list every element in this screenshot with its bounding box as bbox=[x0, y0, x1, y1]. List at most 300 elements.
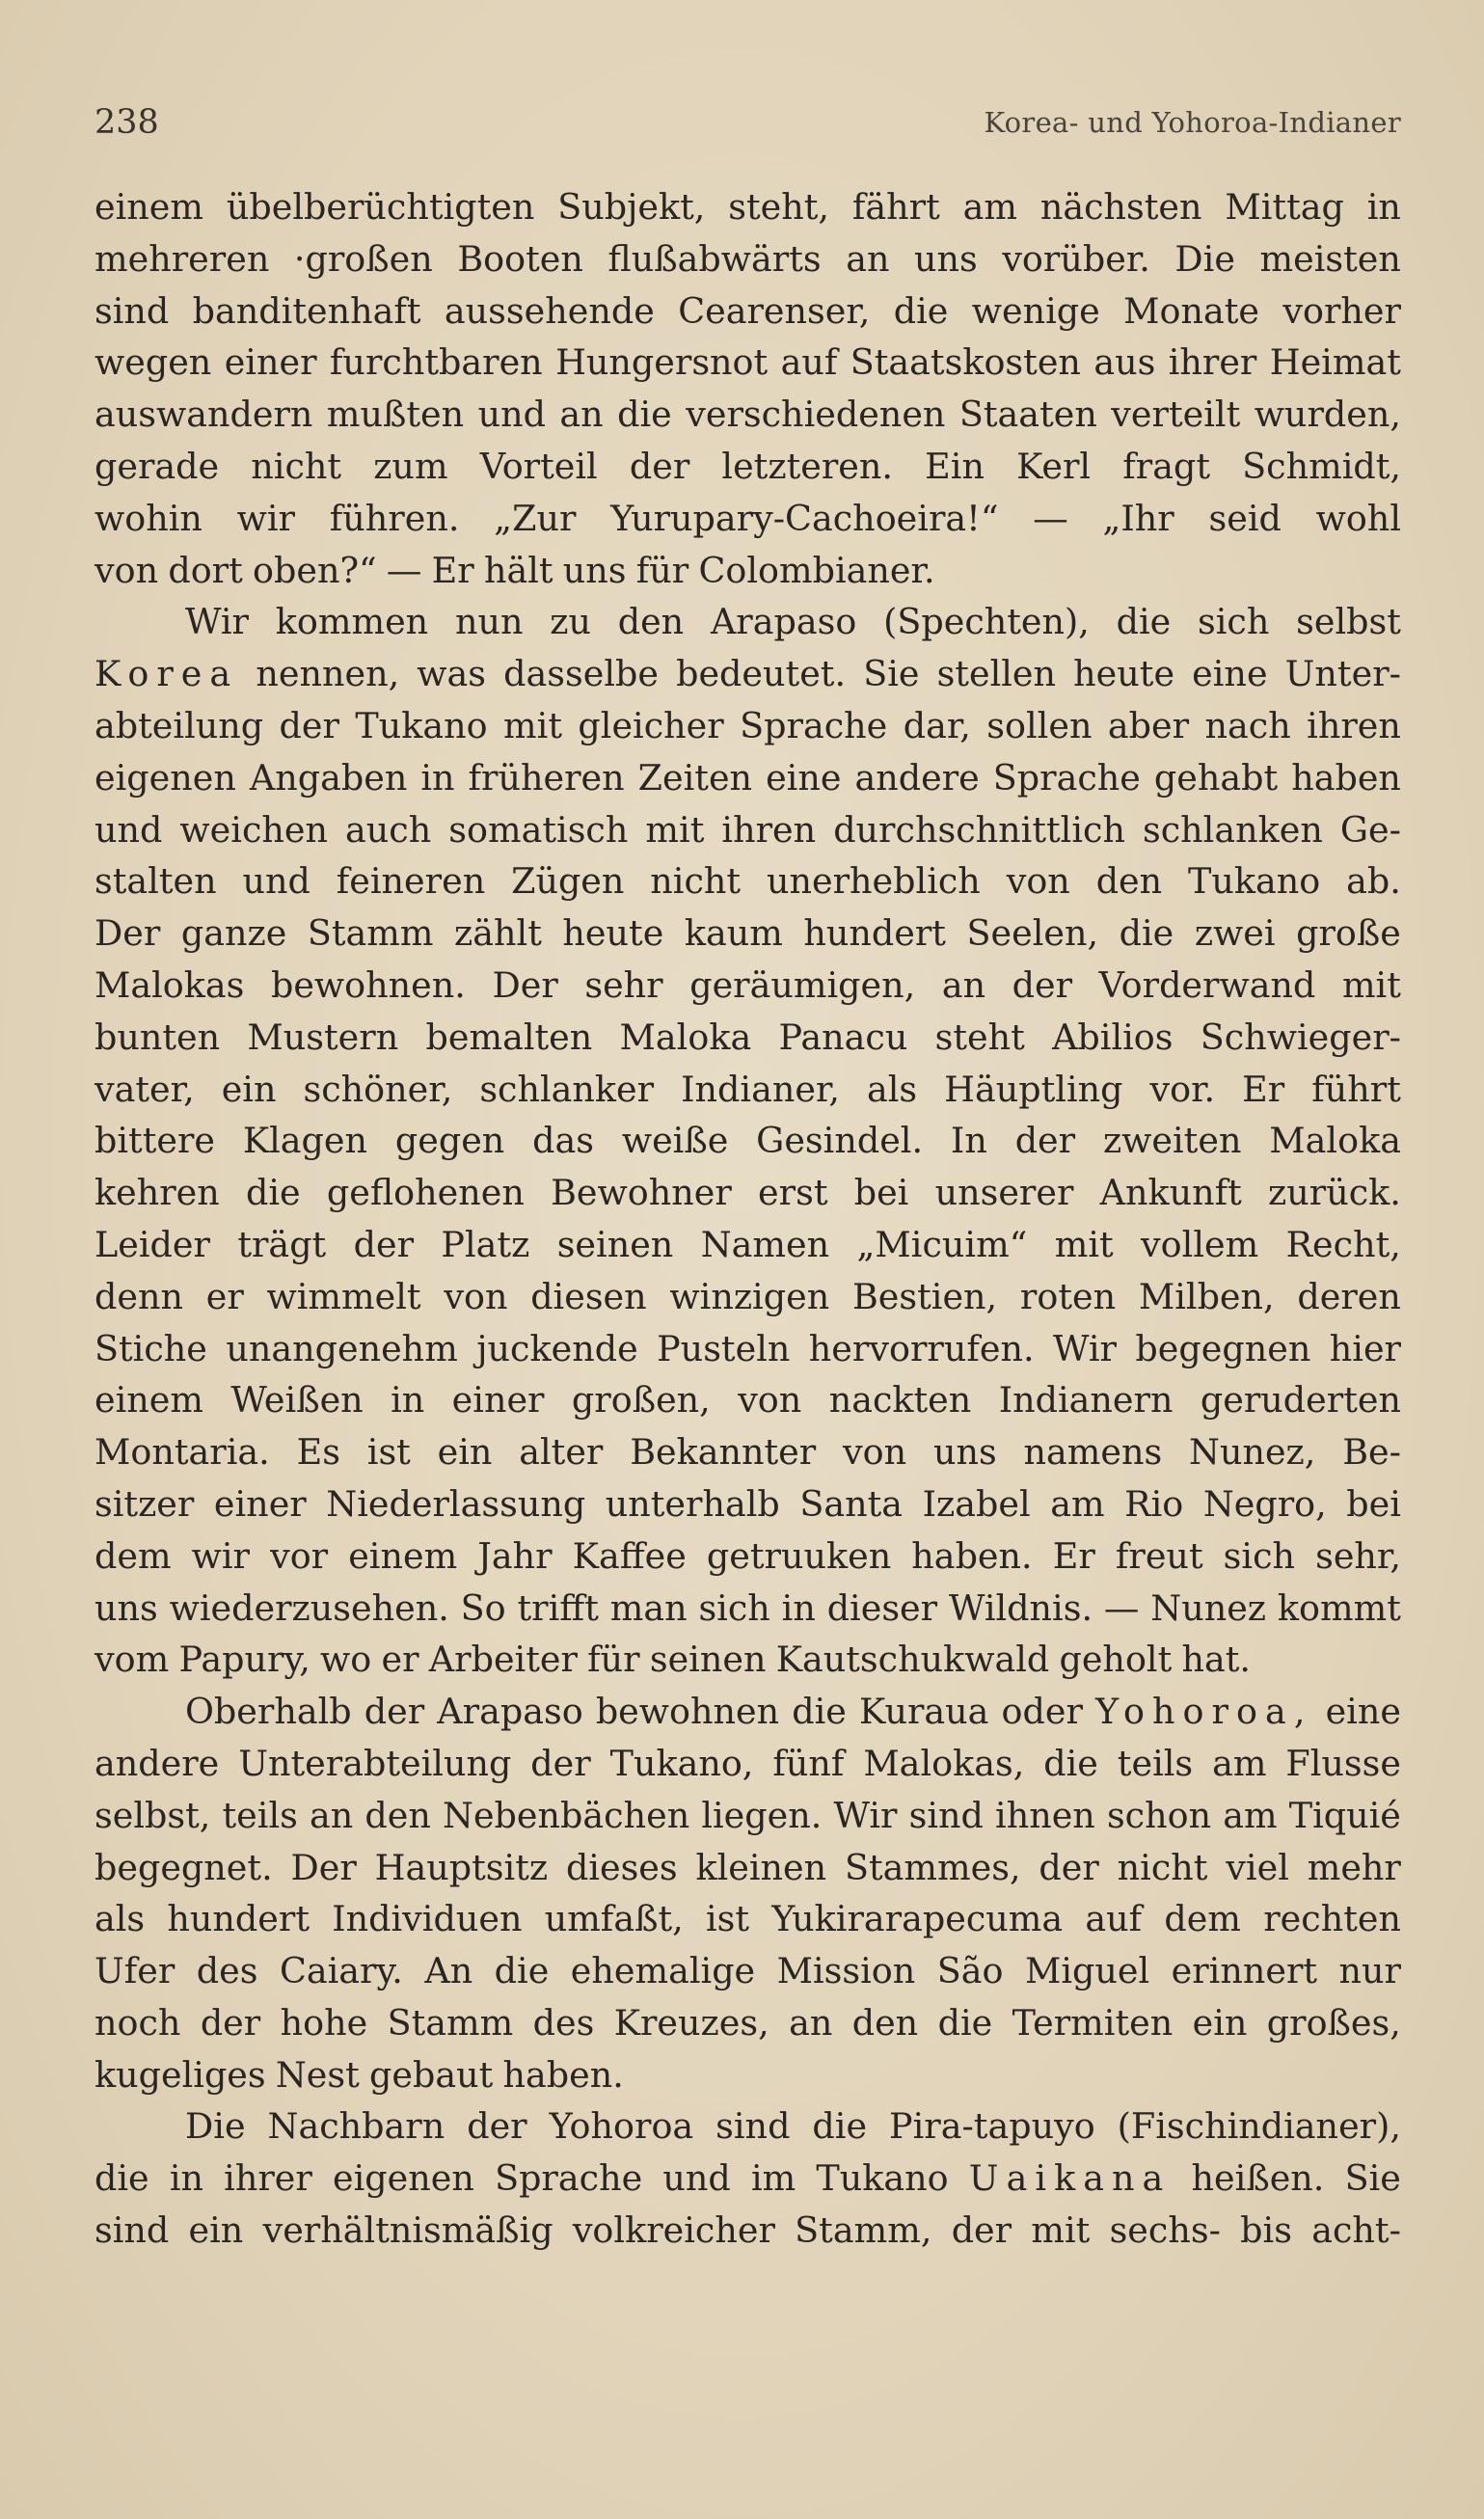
word: Die bbox=[1174, 237, 1235, 280]
word: schöner, bbox=[303, 1068, 453, 1110]
word: den bbox=[364, 1794, 431, 1836]
word: Indianer, bbox=[681, 1068, 840, 1110]
word: Korea bbox=[94, 653, 239, 695]
word: flußabwärts bbox=[607, 237, 822, 280]
word: wo bbox=[320, 1639, 372, 1681]
word: Bekannter bbox=[630, 1431, 817, 1474]
word: vollem bbox=[1141, 1223, 1259, 1265]
word: Häuptling bbox=[944, 1068, 1123, 1110]
word: zwei bbox=[1194, 912, 1276, 955]
word: haben. bbox=[911, 1534, 1033, 1577]
word: und bbox=[662, 2157, 731, 2200]
text-line bbox=[94, 1323, 1401, 1375]
word: unterhalb bbox=[605, 1482, 780, 1525]
word: der bbox=[467, 2105, 527, 2148]
word: an bbox=[789, 2001, 833, 2044]
word: in bbox=[391, 1379, 425, 1422]
word: ein bbox=[188, 2209, 244, 2252]
word: die bbox=[812, 2105, 868, 2148]
word: fragt bbox=[1122, 445, 1210, 487]
word: ein bbox=[221, 1068, 277, 1110]
word: Individuen bbox=[332, 1898, 523, 1940]
word: Stiche bbox=[94, 1327, 207, 1369]
text-line bbox=[94, 545, 1401, 597]
text-line bbox=[94, 285, 1401, 338]
word: Abilios bbox=[1052, 1016, 1174, 1058]
word: Panacu bbox=[778, 1016, 908, 1058]
word: wurden, bbox=[1254, 393, 1401, 436]
word: wohl bbox=[1315, 497, 1401, 539]
word: dieser bbox=[826, 1586, 938, 1629]
text-line bbox=[94, 1790, 1401, 1842]
word: uns bbox=[562, 549, 627, 591]
word: schlanken bbox=[1142, 808, 1323, 851]
word: namens bbox=[1023, 1431, 1163, 1474]
word: nach bbox=[1204, 704, 1291, 746]
word: denn bbox=[94, 1275, 183, 1317]
word: Bestien, bbox=[851, 1275, 998, 1317]
word: Stamm, bbox=[795, 2209, 932, 2252]
word: Hauptsitz bbox=[374, 1846, 549, 1888]
word: verhältnismäßig bbox=[262, 2209, 553, 2252]
word: und bbox=[242, 860, 310, 903]
running-head: Korea- und Yohoroa-Indianer bbox=[984, 106, 1401, 139]
word: am bbox=[1212, 1742, 1267, 1784]
text-line bbox=[94, 493, 1401, 545]
word: die bbox=[1116, 601, 1172, 643]
text-line bbox=[94, 1945, 1401, 1997]
word: mehr bbox=[1307, 1846, 1401, 1888]
word: Bewohner bbox=[551, 1172, 732, 1214]
word: Nest bbox=[275, 2053, 360, 2096]
word: geflohenen bbox=[326, 1172, 525, 1214]
word: feineren bbox=[336, 860, 486, 903]
word: zum bbox=[373, 445, 448, 487]
word: nicht bbox=[251, 445, 342, 487]
word: Stammes, bbox=[844, 1846, 1021, 1888]
word: nackten bbox=[828, 1379, 972, 1422]
word: kleinen bbox=[695, 1846, 827, 1888]
word: weichen bbox=[179, 808, 328, 851]
word: Milben, bbox=[1138, 1275, 1275, 1317]
word: hält bbox=[483, 549, 553, 591]
word: Montaria. bbox=[94, 1431, 270, 1474]
text-line bbox=[94, 1893, 1401, 1945]
word: An bbox=[424, 1950, 473, 1992]
word: hundert bbox=[803, 912, 946, 955]
word: Angaben bbox=[249, 756, 408, 799]
word: Der bbox=[94, 912, 161, 955]
word: meisten bbox=[1259, 237, 1401, 280]
word: auf bbox=[780, 341, 838, 384]
word: für bbox=[587, 1639, 640, 1681]
word: mit bbox=[1054, 1223, 1114, 1265]
word: die bbox=[246, 1172, 301, 1214]
word: eigenen bbox=[333, 2157, 474, 2200]
word: bis bbox=[1240, 2209, 1292, 2252]
word: Stamm bbox=[307, 912, 434, 955]
word: ·großen bbox=[293, 237, 433, 280]
word: haben. bbox=[502, 2053, 624, 2096]
word: die bbox=[617, 393, 672, 436]
word: Heimat bbox=[1269, 341, 1401, 384]
word: auswandern bbox=[94, 393, 313, 436]
word: Wildnis. bbox=[948, 1586, 1093, 1629]
word: das bbox=[532, 1120, 595, 1162]
word: dasselbe bbox=[503, 653, 659, 695]
word: uns bbox=[914, 237, 978, 280]
word: umfaßt, bbox=[544, 1898, 684, 1940]
word: auch bbox=[345, 808, 432, 851]
word: nächsten bbox=[1039, 186, 1202, 228]
word: des bbox=[532, 2001, 595, 2044]
word: Ge- bbox=[1339, 808, 1401, 851]
word: im bbox=[750, 2157, 796, 2200]
word: nun bbox=[454, 601, 524, 643]
word: steht bbox=[934, 1016, 1025, 1058]
word: ihnen bbox=[995, 1794, 1095, 1836]
word: übelberüchtigten bbox=[226, 186, 535, 228]
word: — bbox=[1033, 497, 1068, 539]
word: teils bbox=[222, 1794, 298, 1836]
word: den bbox=[851, 2001, 919, 2044]
word: Caiary. bbox=[279, 1950, 403, 1992]
word: große bbox=[1296, 912, 1401, 955]
word: einem bbox=[348, 1534, 458, 1577]
word: Kreuzes, bbox=[613, 2001, 769, 2044]
word: alter bbox=[519, 1431, 604, 1474]
word: er bbox=[381, 1639, 419, 1681]
word: Weißen bbox=[230, 1379, 364, 1422]
word: Malokas, bbox=[863, 1742, 1025, 1784]
word: an bbox=[309, 1794, 354, 1836]
word: vor. bbox=[1149, 1068, 1216, 1110]
word: hohe bbox=[280, 2001, 368, 2044]
word: Cearenser, bbox=[678, 289, 871, 332]
word: verschiedenen bbox=[686, 393, 946, 436]
text-line bbox=[94, 1012, 1401, 1064]
word: einem bbox=[94, 186, 203, 228]
word: mit bbox=[1031, 2209, 1091, 2252]
word: die bbox=[893, 289, 949, 332]
word: Maloka bbox=[619, 1016, 752, 1058]
word: gehabt bbox=[1153, 756, 1279, 799]
word: Tukano, bbox=[609, 1742, 754, 1784]
text-line bbox=[94, 2205, 1401, 2257]
word: von bbox=[1006, 860, 1070, 903]
word: von bbox=[843, 1431, 907, 1474]
word: des bbox=[196, 1950, 258, 1992]
word: São bbox=[936, 1950, 1004, 1992]
word: Sprache bbox=[992, 756, 1141, 799]
word: dieses bbox=[565, 1846, 678, 1888]
word: selbst bbox=[1296, 601, 1401, 643]
word: sind bbox=[94, 289, 170, 332]
word: zweiten bbox=[1102, 1120, 1242, 1162]
paragraph bbox=[94, 2100, 1401, 2256]
word: wir bbox=[236, 497, 296, 539]
text-line bbox=[94, 700, 1401, 752]
word: Negro, bbox=[1202, 1482, 1327, 1525]
word: Indianern bbox=[998, 1379, 1174, 1422]
word: teils bbox=[1117, 1742, 1194, 1784]
word: bemalten bbox=[425, 1016, 593, 1058]
word: Kaffee bbox=[572, 1534, 687, 1577]
text-line bbox=[94, 907, 1401, 960]
word: nur bbox=[1338, 1950, 1401, 1992]
word: stellen bbox=[936, 653, 1057, 695]
word: der bbox=[279, 704, 339, 746]
word: den bbox=[617, 601, 685, 643]
word: Mustern bbox=[247, 1016, 399, 1058]
word: Vorteil bbox=[479, 445, 598, 487]
paragraph bbox=[94, 596, 1401, 1686]
word: ein bbox=[1192, 2001, 1248, 2044]
word: bewohnen bbox=[595, 1691, 780, 1733]
word: ihren bbox=[1307, 704, 1401, 746]
word: Pira-tapuyo bbox=[889, 2105, 1095, 2148]
word: großes, bbox=[1266, 2001, 1401, 2044]
word: erst bbox=[758, 1172, 828, 1214]
word: verteilt bbox=[1111, 393, 1241, 436]
word: großen, bbox=[571, 1379, 711, 1422]
word: bedeutet. bbox=[676, 653, 847, 695]
word: mehreren bbox=[94, 237, 270, 280]
word: Gesindel. bbox=[756, 1120, 924, 1162]
word: was bbox=[417, 653, 487, 695]
text-line bbox=[94, 1997, 1401, 2049]
word: dort bbox=[168, 549, 243, 591]
word: andere bbox=[94, 1742, 220, 1784]
word: geräumigen, bbox=[689, 963, 916, 1006]
word: sitzer bbox=[94, 1482, 195, 1525]
word: auf bbox=[1085, 1898, 1143, 1940]
word: sollen bbox=[986, 704, 1093, 746]
word: Sie bbox=[1344, 2157, 1401, 2200]
word: winzigen bbox=[669, 1275, 830, 1317]
word: Sie bbox=[863, 653, 920, 695]
text-line bbox=[94, 2049, 1401, 2101]
word: schlanker bbox=[479, 1068, 655, 1110]
word: unserer bbox=[934, 1172, 1074, 1214]
word: am bbox=[1223, 1794, 1278, 1836]
word: wimmelt bbox=[266, 1275, 421, 1317]
word: So bbox=[460, 1586, 506, 1629]
word: kaum bbox=[684, 912, 783, 955]
word: Ein bbox=[925, 445, 985, 487]
text-line bbox=[94, 181, 1401, 233]
word: in bbox=[781, 1586, 816, 1629]
word: sind bbox=[908, 1794, 984, 1836]
text-line bbox=[94, 1478, 1401, 1530]
word: Yukirarapecuma bbox=[771, 1898, 1064, 1940]
word: Er bbox=[1052, 1534, 1095, 1577]
word: seinen bbox=[556, 1223, 674, 1265]
text-line bbox=[94, 752, 1401, 804]
word: Recht, bbox=[1285, 1223, 1401, 1265]
word: nicht bbox=[650, 860, 742, 903]
word: die bbox=[94, 2157, 149, 2200]
word: aber bbox=[1107, 704, 1190, 746]
text-line bbox=[94, 855, 1401, 907]
word: Unter- bbox=[1284, 653, 1401, 695]
word: Mittag bbox=[1225, 186, 1344, 228]
word: liegen. bbox=[701, 1794, 823, 1836]
word: volkreicher bbox=[572, 2209, 775, 2252]
word: geruderten bbox=[1200, 1379, 1401, 1422]
text-line bbox=[94, 596, 1401, 648]
word: in bbox=[1366, 186, 1401, 228]
word: Kuraua bbox=[858, 1691, 989, 1733]
text-line bbox=[94, 1634, 1401, 1686]
word: dar, bbox=[903, 704, 971, 746]
text-line bbox=[94, 2100, 1401, 2153]
word: Tiquié bbox=[1288, 1794, 1401, 1836]
word: Die bbox=[185, 2105, 246, 2148]
word: an bbox=[559, 393, 604, 436]
text-line bbox=[94, 1426, 1401, 1478]
word: aus bbox=[1093, 341, 1156, 384]
word: kugeliges bbox=[94, 2053, 266, 2096]
word: durchschnittlich bbox=[833, 808, 1125, 851]
word: letzteren. bbox=[721, 445, 894, 487]
word: Maloka bbox=[1269, 1120, 1401, 1162]
word: für bbox=[635, 549, 689, 591]
word: von bbox=[444, 1275, 508, 1317]
word: Namen bbox=[700, 1223, 830, 1265]
paragraph bbox=[94, 181, 1401, 596]
word: viel bbox=[1226, 1846, 1289, 1888]
word: Der bbox=[290, 1846, 357, 1888]
word: Nebenbächen bbox=[443, 1794, 690, 1836]
word: gleicher bbox=[578, 704, 724, 746]
word: Zeiten bbox=[637, 756, 753, 799]
word: sind bbox=[94, 2209, 170, 2252]
word: Nunez, bbox=[1189, 1431, 1316, 1474]
word: ist bbox=[705, 1898, 750, 1940]
word: ab. bbox=[1346, 860, 1401, 903]
word: die bbox=[792, 1691, 847, 1733]
word: Colombianer. bbox=[698, 549, 935, 591]
word: vater, bbox=[94, 1068, 195, 1110]
word: sehr, bbox=[1315, 1534, 1401, 1577]
word: oben?“ bbox=[253, 549, 377, 591]
word: Ufer bbox=[94, 1950, 175, 1992]
word: Pusteln bbox=[657, 1327, 791, 1369]
word: in bbox=[169, 2157, 203, 2200]
word: und bbox=[477, 393, 546, 436]
word: — bbox=[1103, 1586, 1140, 1629]
word: der bbox=[1012, 963, 1073, 1006]
word: die bbox=[937, 2001, 993, 2044]
word: ihrer bbox=[1168, 341, 1257, 384]
word: ganze bbox=[180, 912, 287, 955]
word: Be- bbox=[1342, 1431, 1401, 1474]
text-line bbox=[94, 389, 1401, 441]
word: geholt bbox=[1059, 1639, 1173, 1681]
word: zu bbox=[550, 601, 591, 643]
word: „Ihr bbox=[1102, 497, 1174, 539]
word: ihrer bbox=[224, 2157, 312, 2200]
word: in bbox=[420, 756, 455, 799]
word: an bbox=[941, 963, 986, 1006]
word: den bbox=[1095, 860, 1163, 903]
word: einem bbox=[94, 1379, 203, 1422]
word: uns bbox=[932, 1431, 997, 1474]
word: nennen, bbox=[256, 653, 400, 695]
text-line bbox=[94, 1842, 1401, 1894]
word: mit bbox=[503, 704, 562, 746]
word: Tukano bbox=[1188, 860, 1321, 903]
word: bunten bbox=[94, 1016, 221, 1058]
word: acht- bbox=[1311, 2209, 1401, 2252]
word: ist bbox=[366, 1431, 411, 1474]
word: trifft bbox=[517, 1586, 599, 1629]
word: Tukano bbox=[355, 704, 488, 746]
word: Malokas bbox=[94, 963, 245, 1006]
word: Uaikana bbox=[968, 2157, 1172, 2200]
word: Wir bbox=[1053, 1327, 1117, 1369]
word: seinen bbox=[649, 1639, 767, 1681]
word: einer bbox=[213, 1482, 307, 1525]
word: aussehende bbox=[444, 289, 655, 332]
word: Subjekt, bbox=[557, 186, 706, 228]
word: begegnen bbox=[1135, 1327, 1311, 1369]
word: kommen bbox=[275, 601, 429, 643]
word: rechten bbox=[1263, 1898, 1401, 1940]
word: sechs- bbox=[1109, 2209, 1221, 2252]
word: heute bbox=[1073, 653, 1175, 695]
word: Kautschukwald bbox=[775, 1639, 1050, 1681]
word: wir bbox=[191, 1534, 251, 1577]
word: von bbox=[94, 549, 159, 591]
word: Zügen bbox=[511, 860, 625, 903]
word: trägt bbox=[237, 1223, 327, 1265]
word: wenige bbox=[971, 289, 1100, 332]
word: ehemalige bbox=[570, 1950, 756, 1992]
word: Kerl bbox=[1016, 445, 1092, 487]
word: haben bbox=[1291, 756, 1401, 799]
word: zurück. bbox=[1268, 1172, 1401, 1214]
word: bittere bbox=[94, 1120, 216, 1162]
word: furchtbaren bbox=[329, 341, 543, 384]
word: „Zur bbox=[494, 497, 577, 539]
word: an bbox=[846, 237, 890, 280]
word: erinnert bbox=[1171, 1950, 1318, 1992]
word: kommt bbox=[1277, 1586, 1401, 1629]
text-line bbox=[94, 1271, 1401, 1323]
word: Jahr bbox=[477, 1534, 553, 1577]
word: (Spechten), bbox=[883, 601, 1090, 643]
text-line bbox=[94, 1738, 1401, 1790]
word: mit bbox=[1341, 963, 1401, 1006]
word: der bbox=[629, 445, 690, 487]
word: Nachbarn bbox=[267, 2105, 445, 2148]
word: Schmidt, bbox=[1242, 445, 1401, 487]
word: eine bbox=[1325, 1691, 1401, 1733]
word: bei bbox=[853, 1172, 909, 1214]
word: der bbox=[200, 2001, 261, 2044]
word: somatisch bbox=[448, 808, 629, 851]
word: einer bbox=[224, 341, 317, 384]
word: Yohoroa bbox=[549, 2105, 694, 2148]
word: führt bbox=[1311, 1068, 1401, 1110]
word: der bbox=[951, 2209, 1012, 2252]
word: der bbox=[530, 1742, 591, 1784]
word: — bbox=[386, 549, 422, 591]
word: Ankunft bbox=[1099, 1172, 1242, 1214]
word: mußten bbox=[326, 393, 465, 436]
